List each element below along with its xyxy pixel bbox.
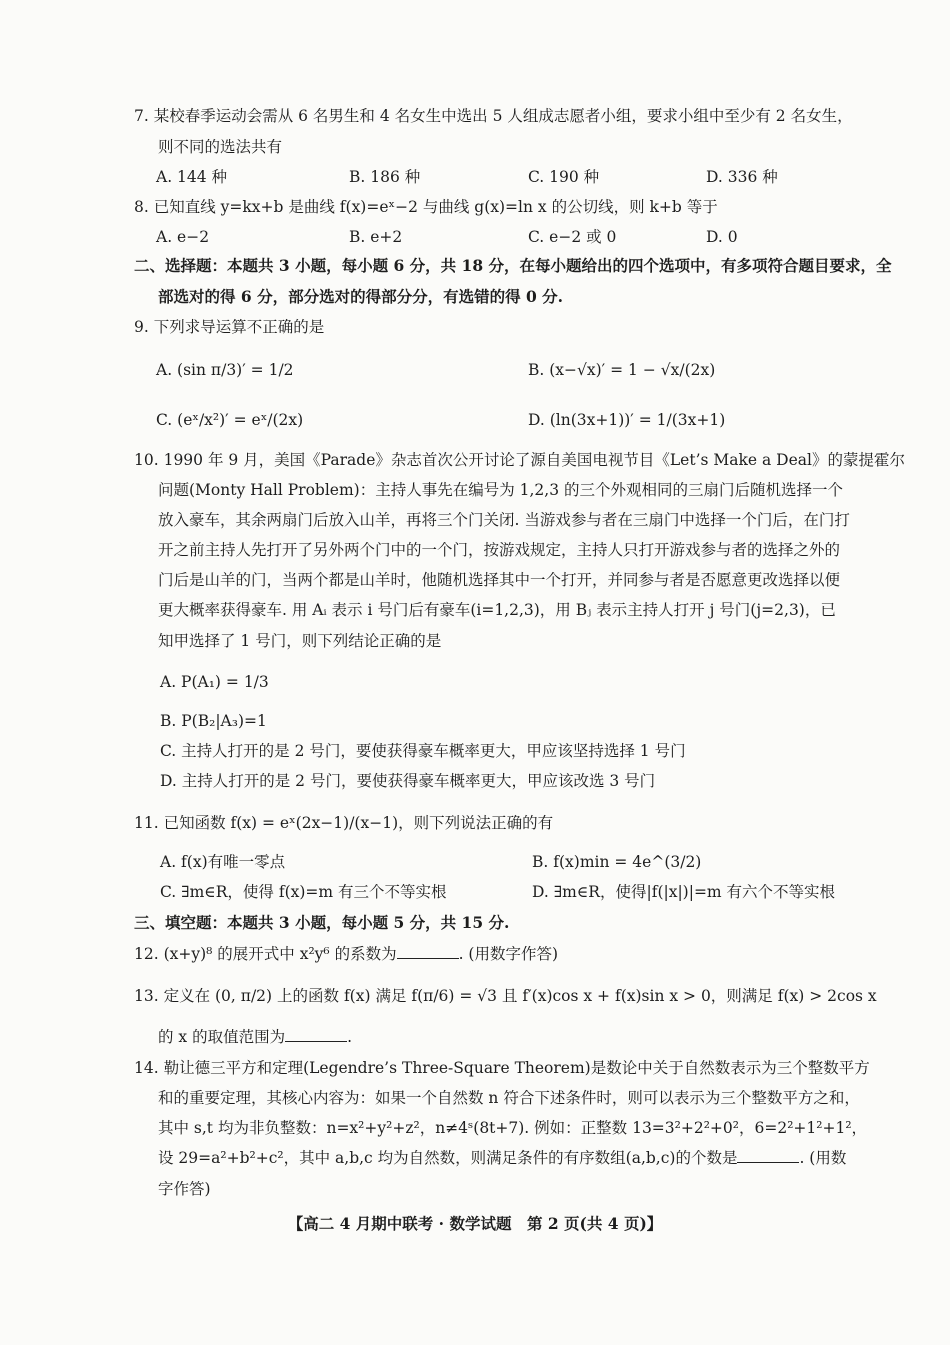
q13-answer-blank <box>285 1027 347 1042</box>
q8-option-b: B. e+2 <box>349 228 403 246</box>
q9-option-d: D. (ln(3x+1))′ = 1/(3x+1) <box>528 411 726 429</box>
q10-stem-line-6: 更大概率获得豪车. 用 Aᵢ 表示 i 号门后有豪车(i=1,2,3)，用 Bⱼ 表示主持人打开 j 号门(j=2,3)，已 <box>158 601 836 619</box>
q14-stem-line-4 <box>158 1148 908 1168</box>
q11-option-a: A. f(x)有唯一零点 <box>160 853 286 871</box>
q7-option-d: D. 336 种 <box>706 168 778 186</box>
page-footer: 【高二 4 月期中联考 · 数学试题 第 2 页(共 4 页)】 <box>287 1214 663 1233</box>
q7-option-c: C. 190 种 <box>528 168 600 186</box>
q10-stem-line-3: 放入豪车，其余两扇门后放入山羊，再将三个门关闭. 当游戏参与者在三扇门中选择一个门后，在门打 <box>158 511 850 529</box>
q10-stem-line-5: 门后是山羊的门，当两个都是山羊时，他随机选择其中一个打开，并同参与者是否愿意更改选择以便 <box>158 571 841 589</box>
q13-stem-text: 的 x 的取值范围为 <box>158 1028 286 1046</box>
q11-stem: 11. 已知函数 f(x) = eˣ(2x−1)/(x−1)，则下列说法正确的有 <box>134 814 554 832</box>
q14-stem-line-1: 14. 勒让德三平方和定理(Legendre’s Three-Square Theorem)是数论中关于自然数表示为三个整数平方 <box>134 1059 870 1077</box>
q7-option-b: B. 186 种 <box>349 168 421 186</box>
q10-stem-line-2: 问题(Monty Hall Problem)：主持人事先在编号为 1,2,3 的三个外观相同的三扇门后随机选择一个 <box>158 481 844 499</box>
q8-option-d: D. 0 <box>706 228 738 246</box>
q11-option-b: B. f(x)min = 4e^(3/2) <box>532 853 702 871</box>
q8-option-c: C. e−2 或 0 <box>528 228 617 246</box>
q12-stem-suffix: . (用数字作答) <box>458 945 559 963</box>
q10-option-b: B. P(B₂|A₃)=1 <box>160 712 267 730</box>
q8-option-a: A. e−2 <box>156 228 210 246</box>
q13-stem-line-2 <box>158 1027 908 1047</box>
q9-option-b: B. (x−√x)′ = 1 − √x/(2x) <box>528 361 716 379</box>
q7-option-a: A. 144 种 <box>156 168 228 186</box>
section-2-heading-line-1: 二、选择题：本题共 3 小题，每小题 6 分，共 18 分，在每小题给出的四个选项中，有多项符合题目要求，全 <box>134 256 892 275</box>
q11-option-d: D. ∃m∈R，使得|f(|x|)|=m 有六个不等实根 <box>532 883 836 901</box>
q10-option-c: C. 主持人打开的是 2 号门，要使获得豪车概率更大，甲应该坚持选择 1 号门 <box>160 742 686 760</box>
q7-stem-line-2: 则不同的选法共有 <box>158 138 283 156</box>
q9-option-a: A. (sin π/3)′ = 1/2 <box>156 361 294 379</box>
q13-stem-suffix: . <box>347 1028 353 1046</box>
q12-answer-blank <box>397 944 459 959</box>
q7-stem-line-1: 7. 某校春季运动会需从 6 名男生和 4 名女生中选出 5 人组成志愿者小组，要求小组中至少有 2 名女生， <box>134 107 853 125</box>
q14-stem-line-3: 其中 s,t 均为非负整数：n=x²+y²+z²，n≠4ˢ(8t+7). 例如：正整数 13=3²+2²+0²，6=2²+1²+1²， <box>158 1119 868 1137</box>
q8-stem: 8. 已知直线 y=kx+b 是曲线 f(x)=eˣ−2 与曲线 g(x)=ln x 的公切线，则 k+b 等于 <box>134 198 718 216</box>
q12-stem-text: 12. (x+y)⁸ 的展开式中 x²y⁶ 的系数为 <box>134 945 397 963</box>
q10-option-a: A. P(A₁) = 1/3 <box>160 673 269 691</box>
q14-stem-line-2: 和的重要定理，其核心内容为：如果一个自然数 n 符合下述条件时，则可以表示为三个整数平方之和， <box>158 1089 860 1107</box>
q10-stem-line-7: 知甲选择了 1 号门，则下列结论正确的是 <box>158 632 442 650</box>
q14-stem-text: 设 29=a²+b²+c²，其中 a,b,c 均为自然数，则满足条件的有序数组(a,b,c)的个数是 <box>158 1149 738 1167</box>
q14-stem-line-5: 字作答) <box>158 1180 211 1198</box>
q14-answer-blank <box>737 1148 799 1163</box>
section-3-heading: 三、填空题：本题共 3 小题，每小题 5 分，共 15 分. <box>134 913 510 932</box>
q9-option-c: C. (eˣ/x²)′ = eˣ/(2x) <box>156 411 304 429</box>
q10-stem-line-4: 开之前主持人先打开了另外两个门中的一个门，按游戏规定，主持人只打开游戏参与者的选择之外的 <box>158 541 841 559</box>
q14-stem-suffix: . (用数 <box>799 1149 847 1167</box>
section-2-heading-line-2: 部选对的得 6 分，部分选对的得部分分，有选错的得 0 分. <box>158 287 564 306</box>
q10-stem-line-1: 10. 1990 年 9 月，美国《Parade》杂志首次公开讨论了源自美国电视节目《Let’s Make a Deal》的蒙提霍尔 <box>134 451 905 469</box>
q13-stem-line-1: 13. 定义在 (0, π/2) 上的函数 f(x) 满足 f(π/6) = √3 且 f′(x)cos x + f(x)sin x > 0，则满足 f(x) > 2cos x <box>134 987 877 1005</box>
q11-option-c: C. ∃m∈R，使得 f(x)=m 有三个不等实根 <box>160 883 447 901</box>
q10-option-d: D. 主持人打开的是 2 号门，要使获得豪车概率更大，甲应该改选 3 号门 <box>160 772 656 790</box>
q12-stem <box>134 944 884 964</box>
q9-stem: 9. 下列求导运算不正确的是 <box>134 318 325 336</box>
